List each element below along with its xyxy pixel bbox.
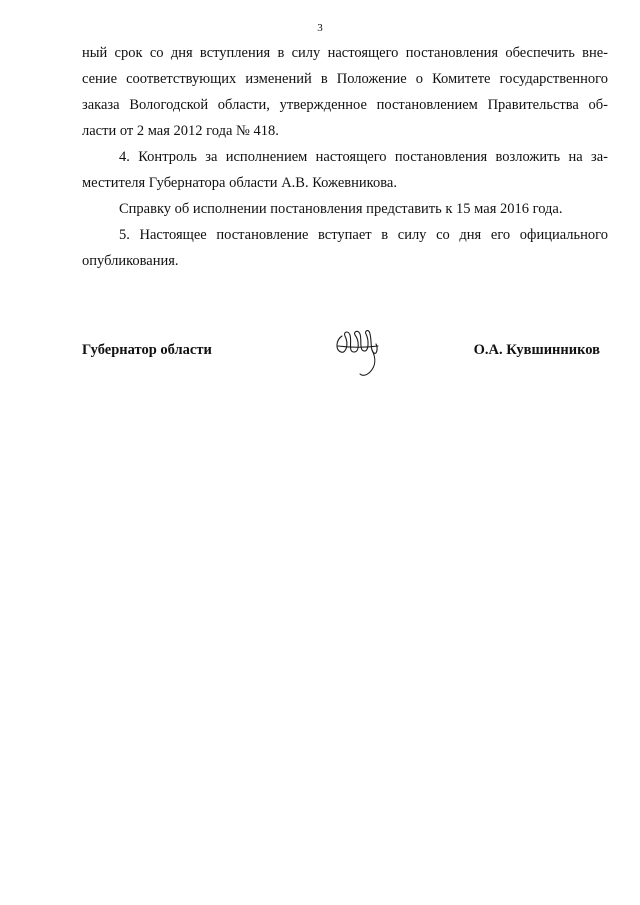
paragraph-continuation: [82, 40, 608, 144]
text-line: ный срок со дня вступления в силу настоящего постановления обеспечить вне-: [82, 45, 608, 61]
text-line: 4. Контроль за исполнением настоящего постановления возложить на за-: [119, 149, 608, 165]
paragraph-item-4: [82, 144, 608, 196]
signature-block: [82, 342, 600, 402]
text-line: сение соответствующих изменений в Положение о Комитете государственного: [82, 71, 608, 87]
text-line: местителя Губернатора области А.В. Кожевникова.: [82, 175, 397, 191]
text-line: опубликования.: [82, 253, 179, 269]
page-number: 3: [317, 22, 323, 34]
text-line: ласти от 2 мая 2012 года № 418.: [82, 123, 279, 139]
paragraph-report: [82, 196, 608, 222]
document-body: [82, 40, 608, 274]
signatory-name: О.А. Кувшинников: [473, 342, 600, 358]
text-line: заказа Вологодской области, утвержденное постановлением Правительства об-: [82, 97, 608, 113]
paragraph-item-5: [82, 222, 608, 274]
handwritten-signature: [332, 326, 384, 390]
text-line: 5. Настоящее постановление вступает в силу со дня его официального: [119, 227, 608, 243]
signatory-title: Губернатор области: [82, 342, 212, 358]
text-line: Справку об исполнении постановления представить к 15 мая 2016 года.: [119, 201, 563, 217]
